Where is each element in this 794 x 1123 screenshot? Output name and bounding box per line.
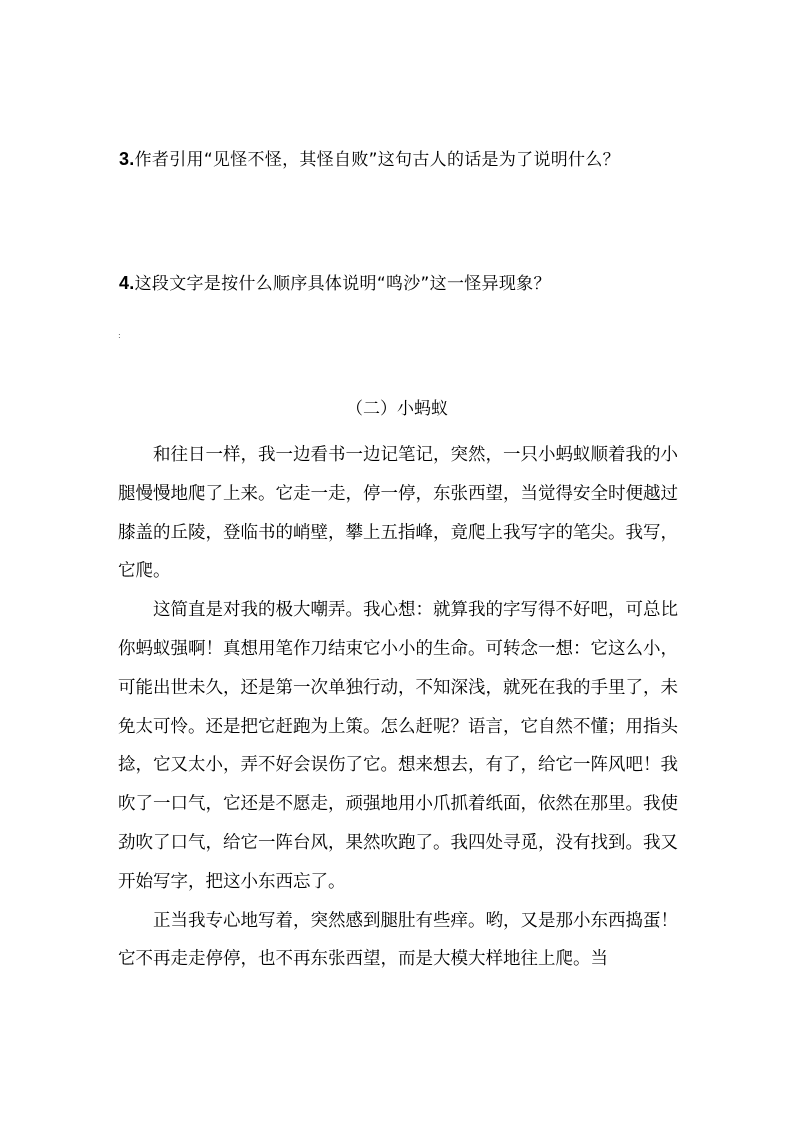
question-3-number: 3.	[119, 149, 135, 169]
question-3-text: 作者引用“见怪不怪，其怪自败”这句古人的话是为了说明什么？	[134, 150, 620, 170]
question-4	[119, 271, 551, 296]
article-body	[118, 436, 678, 979]
question-4-text: 这段文字是按什么顺序具体说明“鸣沙”这一怪异现象？	[134, 274, 551, 294]
section-title: （二）小蚂蚁	[346, 399, 448, 419]
paragraph-2: 这简直是对我的极大嘲弄。我心想：就算我的字写得不好吧，可总比你蚂蚁强啊！真想用笔作刀结束它小小的生命。可转念一想：它这么小，可能出世未久，还是第一次单独行动，不知深浅，就死在我的手里了，未免太可怜。还是把它赶跑为上策。怎么赶呢？语言，它自然不懂；用指头捻，它又太小，弄不好会误伤了它。想来想去，有了，给它一阵风吧！我吹了一口气，它还是不愿走，顽强地用小爪抓着纸面，依然在那里。我使劲吹了口气，给它一阵台风，果然吹跑了。我四处寻觅，没有找到。我又开始写字，把这小东西忘了。	[118, 600, 678, 892]
stray-mark: :	[118, 331, 121, 340]
paragraph-3: 正当我专心地写着，突然感到腿肚有些痒。哟，又是那小东西捣蛋！它不再走走停停，也不再东张西望，而是大模大样地往上爬。当	[118, 910, 678, 970]
question-4-number: 4.	[119, 273, 135, 293]
paragraph-1: 和往日一样，我一边看书一边记笔记，突然，一只小蚂蚁顺着我的小腿慢慢地爬了上来。它走一走，停一停，东张西望，当觉得安全时便越过膝盖的丘陵，登临书的峭壁，攀上五指峰，竟爬上我写字的笔尖。我写，它爬。	[118, 445, 678, 582]
question-3	[119, 147, 620, 172]
